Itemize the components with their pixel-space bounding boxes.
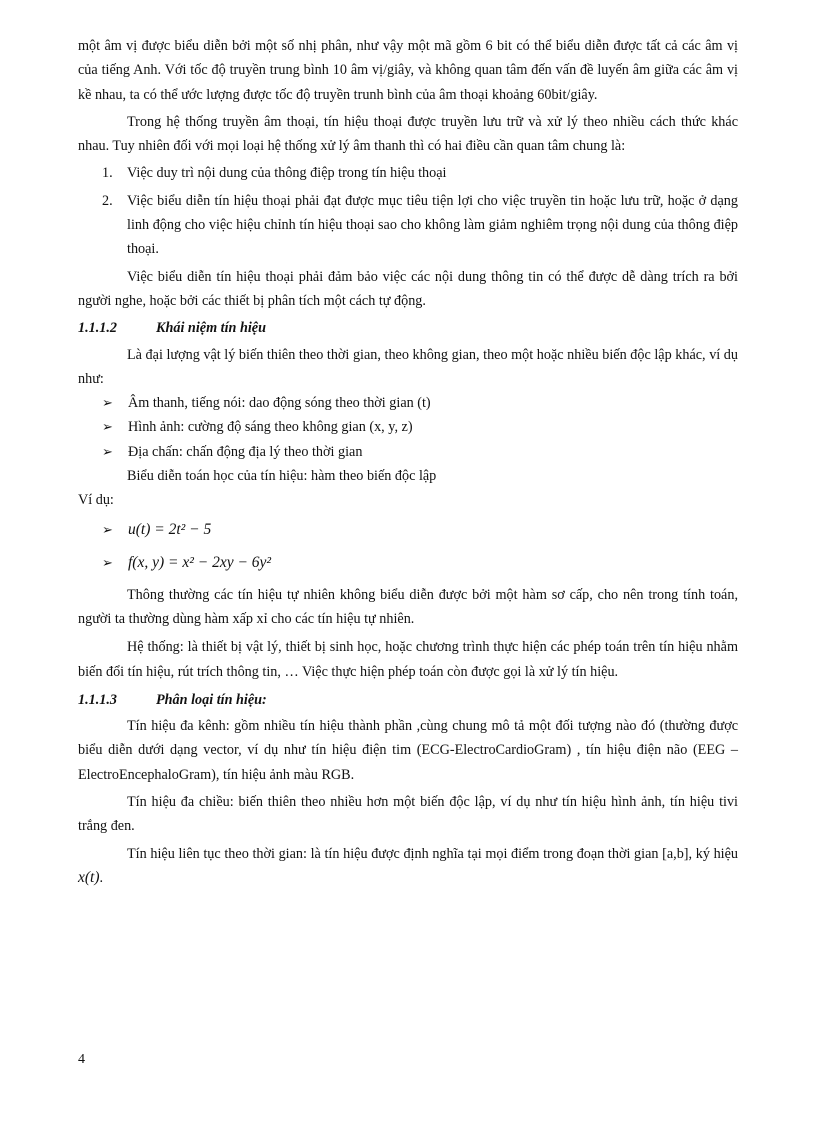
bullet-item bbox=[78, 440, 738, 464]
inline-formula: x(t) bbox=[78, 868, 100, 886]
paragraph bbox=[78, 842, 738, 891]
arrow-bullet-icon: ➢ bbox=[102, 419, 113, 435]
list-number: 1. bbox=[102, 165, 113, 182]
section-heading bbox=[78, 688, 738, 712]
bullet-text: Địa chấn: chấn động địa lý theo thời gian bbox=[128, 443, 363, 460]
list-text: Việc biểu diễn tín hiệu thoại phải đạt được mục tiêu tiện lợi cho việc truyền tin hoặc lưu trữ, hoặc ở dạng linh động cho việc hiệu chỉnh tín hiệu thoại sao cho không làm giảm nghiêm trọng nội dung của thông điệp thoại. bbox=[127, 192, 738, 258]
section-heading bbox=[78, 316, 738, 340]
page-content bbox=[78, 34, 738, 890]
arrow-bullet-icon: ➢ bbox=[102, 395, 113, 411]
formula: f(x, y) = x² − 2xy − 6y² bbox=[128, 553, 272, 571]
formula: u(t) = 2t² − 5 bbox=[128, 520, 212, 538]
paragraph: Thông thường các tín hiệu tự nhiên không biểu diễn được bởi một hàm sơ cấp, cho nên trong tính toán, người ta thường dùng hàm xấp xỉ cho các tín hiệu tự nhiên. bbox=[78, 586, 738, 627]
list-text: Việc duy trì nội dung của thông điệp trong tín hiệu thoại bbox=[127, 165, 447, 182]
bullet-text: Âm thanh, tiếng nói: dao động sóng theo thời gian (t) bbox=[128, 395, 431, 412]
paragraph: Trong hệ thống truyền âm thoại, tín hiệu thoại được truyền lưu trữ và xử lý theo nhiều cách thức khác nhau. Tuy nhiên đối với mọi loại hệ thống xử lý âm thanh thì có hai điều cần quan tâm chung là: bbox=[78, 113, 738, 155]
bullet-item bbox=[78, 391, 738, 415]
paragraph: Là đại lượng vật lý biến thiên theo thời gian, theo không gian, theo một hoặc nhiều biến độc lập khác, ví dụ như: bbox=[78, 346, 738, 387]
bullet-item bbox=[78, 415, 738, 439]
numbered-list-item bbox=[78, 161, 738, 185]
page-number: 4 bbox=[78, 1052, 85, 1067]
formula-item bbox=[78, 546, 738, 579]
paragraph-text: Tín hiệu liên tục theo thời gian: là tín hiệu được định nghĩa tại mọi điểm trong đoạn thời gian [a,b], ký hiệu bbox=[127, 845, 738, 862]
section-number: 1.1.1.3 bbox=[78, 691, 118, 708]
paragraph: Hệ thống: là thiết bị vật lý, thiết bị sinh học, hoặc chương trình thực hiện các phép toán trên tín hiệu nhằm biến đổi tín hiệu, rút trích thông tin, … Việc thực hiện phép toán còn được gọi là xử lý tín hiệu. bbox=[78, 639, 738, 680]
arrow-bullet-icon: ➢ bbox=[102, 554, 113, 570]
paragraph-text: . bbox=[99, 869, 104, 886]
formula-item bbox=[78, 513, 738, 546]
list-number: 2. bbox=[102, 192, 113, 209]
paragraph: Ví dụ: bbox=[78, 492, 114, 509]
bullet-text: Hình ảnh: cường độ sáng theo không gian (x, y, z) bbox=[128, 419, 413, 436]
paragraph: Tín hiệu đa kênh: gồm nhiều tín hiệu thành phần ,cùng chung mô tả một đối tượng nào đó (thường được biểu diễn dưới dạng vector, ví dụ như tín hiệu điện tim (ECG-ElectroCardioGram) , tín hiệu điện não (EEG – ElectroEncephaloGram), tín hiệu ảnh màu RGB. bbox=[78, 718, 738, 783]
arrow-bullet-icon: ➢ bbox=[102, 443, 113, 459]
section-title: Phân loại tín hiệu: bbox=[156, 691, 267, 708]
paragraph: một âm vị được biểu diễn bởi một số nhị phân, như vậy một mã gồm 6 bit có thể biểu diễn được tất cả các âm vị của tiếng Anh. Với tốc độ truyền trung bình 10 âm vị/giây, và không quan tâm đến vấn đề luyến âm giữa các âm vị kề nhau, ta có thể ước lượng được tốc độ truyền trunh bình của âm thoại khoảng 60bit/giây. bbox=[78, 38, 738, 103]
section-title: Khái niệm tín hiệu bbox=[156, 320, 266, 337]
numbered-list-item bbox=[78, 189, 738, 262]
paragraph: Việc biểu diễn tín hiệu thoại phải đảm bảo việc các nội dung thông tin có thể được dễ dàng trích ra bởi người nghe, hoặc bởi các thiết bị phân tích một cách tự động. bbox=[78, 268, 738, 309]
arrow-bullet-icon: ➢ bbox=[102, 521, 113, 537]
paragraph: Tín hiệu đa chiều: biến thiên theo nhiều hơn một biến độc lập, ví dụ như tín hiệu hình ảnh, tín hiệu tivi trắng đen. bbox=[78, 794, 738, 835]
paragraph: Biểu diễn toán học của tín hiệu: hàm theo biến độc lập bbox=[127, 468, 437, 485]
section-number: 1.1.1.2 bbox=[78, 320, 118, 337]
